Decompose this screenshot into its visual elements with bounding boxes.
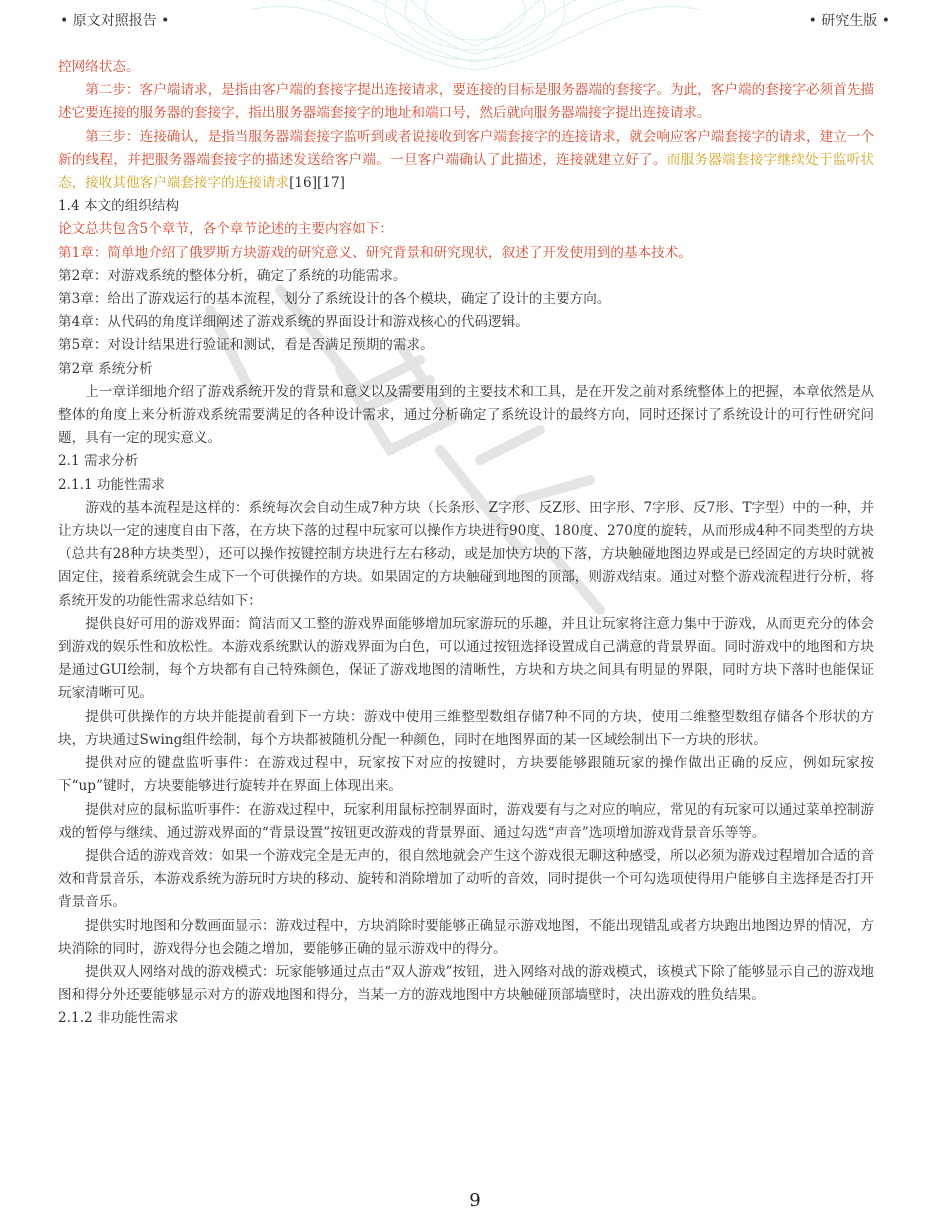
section-heading-2-1-2: 2.1.2 非功能性需求 xyxy=(58,1010,179,1027)
paragraph-req-keyboard: 提供对应的键盘监听事件：在游戏过程中，玩家按下对应的按键时，方块要能够跟随玩家的操作做出正确的反应，例如玩家按下“up”键时，方块要能够进行旋转并在界面上体现出来。 xyxy=(58,755,874,795)
paragraph-req-multiplayer: 提供双人网络对战的游戏模式：玩家能够通过点击“双人游戏”按钮，进入网络对战的游戏模式，该模式下除了能够显示自己的游戏地图和得分外还要能够显示对方的游戏地图和得分，当某一方的游戏地图中方块触碰顶部墙壁时，决出游戏的胜负结果。 xyxy=(58,963,874,1004)
edition-label: • 研究生版 • xyxy=(808,13,890,29)
citation-refs: [16][17] xyxy=(289,175,345,192)
paragraph-req-mouse: 提供对应的鼠标监听事件：在游戏过程中，玩家利用鼠标控制界面时，游戏要有与之对应的响应，常见的有玩家可以通过菜单控制游戏的暂停与继续、通过游戏界面的“背景设置”按钮更改游戏的背景界面、通过勾选“声音”选项增加游戏背景音乐等等。 xyxy=(58,801,874,841)
paragraph-socket-step3 xyxy=(58,126,874,196)
chapter-item-5: 第5章：对设计结果进行验证和测试，看是否满足预期的需求。 xyxy=(58,337,434,354)
paragraph-req-display: 提供实时地图和分数画面显示：游戏过程中，方块消除时要能够正确显示游戏地图，不能出现错乱或者方块跑出地图边界的情况，方块消除的同时，游戏得分也会随之增加，要能够正确的显示游戏中的得分。 xyxy=(58,917,874,957)
section-heading-2-1-1: 2.1.1 功能性需求 xyxy=(58,476,165,493)
paragraph-socket-continued: 控网络状态。 xyxy=(58,59,140,75)
chapter-heading-2: 第2章 系统分析 xyxy=(58,360,153,377)
chapter-item-1: 第1章：简单地介绍了俄罗斯方块游戏的研究意义、研究背景和研究现状，叙述了开发使用到的基本技术。 xyxy=(58,244,692,261)
paragraph-game-flow: 游戏的基本流程是这样的：系统每次会自动生成7种方块（长条形、Z字形、反Z形、田字形、7字形、反7形、T字型）中的一种，并让方块以一定的速度自由下落，在方块下落的过程中玩家可以操作方块进行90度、180度、270度的旋转，从而形成4种不同类型的方块（总共有28种方块类型），还可以操作按键控制方块进行左右移动，或是加快方块的下落，方块触碰地图边界或是已经固定的方块时就被固定住，接着系统就会生成下一个可供操作的方块。如果固定的方块触碰到地图的顶部，则游戏结束。通过对整个游戏流程进行分析，将系统开发的功能性需求总结如下： xyxy=(58,499,874,609)
paragraph-req-ui: 提供良好可用的游戏界面：简洁而又工整的游戏界面能够增加玩家游玩的乐趣，并且让玩家将注意力集中于游戏，从而更充分的体会到游戏的娱乐性和放松性。本游戏系统默认的游戏界面为白色，可以通过按钮选择设置成自己满意的背景界面。同时游戏中的地图和方块是通过GUI绘制，每个方块都有自己特殊颜色，保证了游戏地图的清晰性，方块和方块之间具有明显的界限，同时方块下落时也能保证玩家清晰可见。 xyxy=(58,615,874,702)
document-body xyxy=(58,56,874,1031)
page-number: 9 xyxy=(469,1190,481,1211)
paragraph-req-audio: 提供合适的游戏音效：如果一个游戏完全是无声的，很自然地就会产生这个游戏很无聊这种感受，所以必须为游戏过程增加合适的音效和背景音乐，本游戏系统为游玩时方块的移动、旋转和消除增加了动听的音效，同时提供一个可勾选项使得用户能够自主选择是否打开背景音乐。 xyxy=(58,847,874,911)
section-heading-2-1: 2.1 需求分析 xyxy=(58,453,139,470)
chapter-overview-intro: 论文总共包含5个章节，各个章节论述的主要内容如下： xyxy=(58,221,393,238)
chapter-2-intro: 上一章详细地介绍了游戏系统开发的背景和意义以及需要用到的主要技术和工具，是在开发之前对系统整体上的把握，本章依然是从整体的角度上来分析游戏系统需要满足的各种设计需求，通过分析确定了系统设计的最终方向，同时还探讨了系统设计的可行性研究问题，具有一定的现实意义。 xyxy=(58,383,874,447)
chapter-item-4: 第4章：从代码的角度详细阐述了游戏系统的界面设计和游戏核心的代码逻辑。 xyxy=(58,314,529,331)
page-header xyxy=(60,10,890,30)
chapter-item-2: 第2章：对游戏系统的整体分析，确定了系统的功能需求。 xyxy=(58,267,407,284)
paragraph-socket-step2: 第二步：客户端请求，是指由客户端的套接字提出连接请求，要连接的目标是服务器端的套接字。为此，客户端的套接字必须首先描述它要连接的服务器的套接字，指出服务器端套接字的地址和端口号，然后就向服务器端接字提出连接请求。 xyxy=(58,82,874,122)
report-type-label: • 原文对照报告 • xyxy=(60,13,170,29)
paragraph-req-blocks: 提供可供操作的方块并能提前看到下一方块：游戏中使用三维整型数组存储7种不同的方块，使用二维整型数组存储各个形状的方块，方块通过Swing组件绘制，每个方块都被随机分配一种颜色，同时在地图界面的某一区域绘制出下一方块的形状。 xyxy=(58,708,874,748)
step3-red-text: 第三步：连接确认，是指当服务器端套接字监听到或者说接收到客户端套接字的连接请求，就会响应客户端套接字的请求，建立一个新的线程，并把服务器端套接字的描述发送给客户端。一旦客户端确认了此描述，连接就建立好了。 xyxy=(58,128,874,168)
step3-yellow-text: 而服务器端套接字继续处于监听状态，接收其他客户端套接字的连接请求 xyxy=(58,151,874,192)
section-heading-1-4: 1.4 本文的组织结构 xyxy=(58,198,180,215)
chapter-item-3: 第3章：给出了游戏运行的基本流程，划分了系统设计的各个模块，确定了设计的主要方向。 xyxy=(58,291,611,308)
